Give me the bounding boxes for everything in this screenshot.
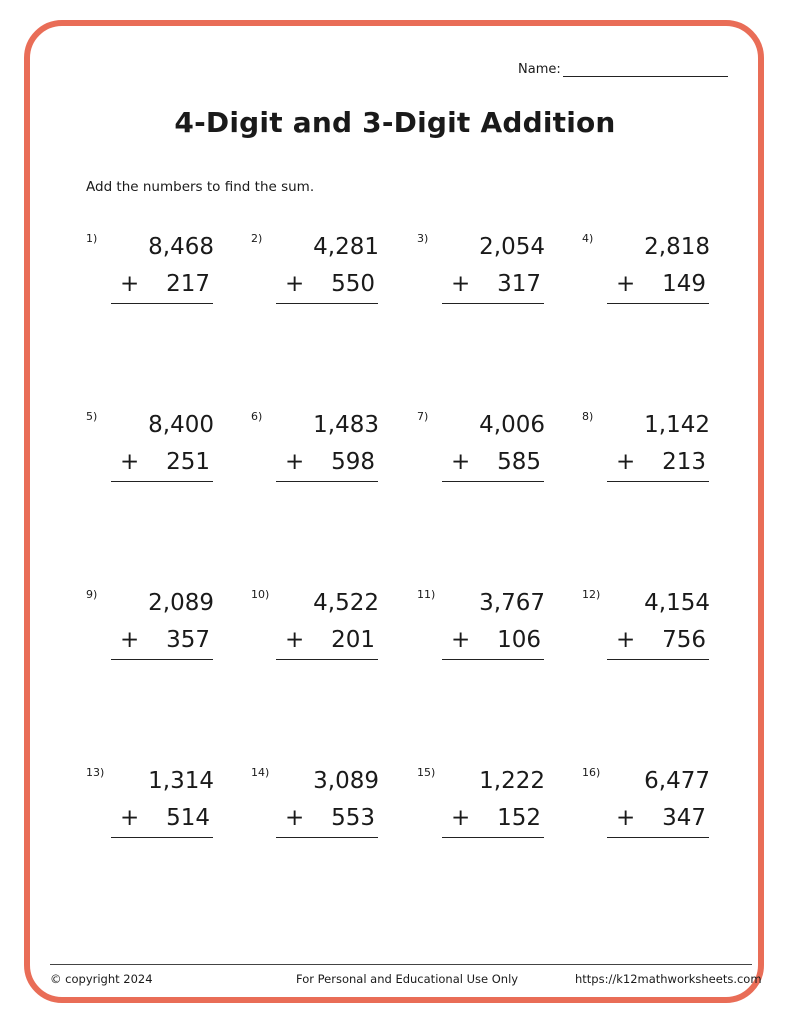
problem-number: 13) <box>86 766 105 779</box>
problem-6 <box>251 410 391 490</box>
answer-line[interactable] <box>607 627 709 660</box>
addend-top: 2,054 <box>479 234 545 260</box>
problem-number: 4) <box>582 232 594 245</box>
addend-top: 2,818 <box>644 234 710 260</box>
footer-website: https://k12mathworksheets.com <box>575 972 762 986</box>
answer-line[interactable] <box>111 805 213 838</box>
plus-sign: + <box>120 805 140 831</box>
addend-bottom: 217 <box>166 271 210 297</box>
addend-top: 8,400 <box>148 412 214 438</box>
answer-line[interactable] <box>276 271 378 304</box>
answer-line[interactable] <box>111 271 213 304</box>
plus-sign: + <box>451 805 471 831</box>
footer-usage-note: For Personal and Educational Use Only <box>296 972 519 986</box>
page-border <box>24 20 764 1003</box>
problem-number: 16) <box>582 766 601 779</box>
problem-number: 6) <box>251 410 263 423</box>
problem-number: 5) <box>86 410 98 423</box>
addend-bottom: 152 <box>497 805 541 831</box>
problem-5 <box>86 410 226 490</box>
worksheet-title: 4-Digit and 3-Digit Addition <box>174 106 616 139</box>
instructions: Add the numbers to find the sum. <box>86 179 315 195</box>
problem-number: 3) <box>417 232 429 245</box>
addend-bottom: 347 <box>662 805 706 831</box>
plus-sign: + <box>120 449 140 475</box>
plus-sign: + <box>451 449 471 475</box>
problem-number: 7) <box>417 410 429 423</box>
footer-divider <box>50 964 752 965</box>
answer-line[interactable] <box>276 449 378 482</box>
problem-number: 14) <box>251 766 270 779</box>
plus-sign: + <box>285 805 305 831</box>
problem-16 <box>582 766 722 846</box>
addend-bottom: 251 <box>166 449 210 475</box>
plus-sign: + <box>285 627 305 653</box>
addend-bottom: 553 <box>331 805 375 831</box>
addend-bottom: 514 <box>166 805 210 831</box>
answer-line[interactable] <box>442 271 544 304</box>
addend-bottom: 756 <box>662 627 706 653</box>
addend-top: 1,222 <box>479 768 545 794</box>
answer-line[interactable] <box>276 627 378 660</box>
footer-copyright: © copyright 2024 <box>50 972 153 986</box>
plus-sign: + <box>120 627 140 653</box>
problem-number: 12) <box>582 588 601 601</box>
addend-bottom: 598 <box>331 449 375 475</box>
addend-bottom: 357 <box>166 627 210 653</box>
problem-number: 15) <box>417 766 436 779</box>
plus-sign: + <box>616 805 636 831</box>
problem-13 <box>86 766 226 846</box>
name-field <box>518 62 728 77</box>
answer-line[interactable] <box>607 271 709 304</box>
plus-sign: + <box>616 449 636 475</box>
problem-8 <box>582 410 722 490</box>
problem-number: 9) <box>86 588 98 601</box>
addend-top: 3,089 <box>313 768 379 794</box>
addend-bottom: 106 <box>497 627 541 653</box>
answer-line[interactable] <box>276 805 378 838</box>
addend-top: 4,154 <box>644 590 710 616</box>
answer-line[interactable] <box>111 449 213 482</box>
addend-top: 1,483 <box>313 412 379 438</box>
plus-sign: + <box>451 271 471 297</box>
addend-top: 4,281 <box>313 234 379 260</box>
problem-7 <box>417 410 557 490</box>
plus-sign: + <box>451 627 471 653</box>
addend-top: 1,314 <box>148 768 214 794</box>
answer-line[interactable] <box>442 627 544 660</box>
name-label: Name: <box>518 62 561 77</box>
problem-14 <box>251 766 391 846</box>
problem-1 <box>86 232 226 312</box>
addend-top: 1,142 <box>644 412 710 438</box>
problem-2 <box>251 232 391 312</box>
addend-top: 3,767 <box>479 590 545 616</box>
problem-number: 1) <box>86 232 98 245</box>
problem-12 <box>582 588 722 668</box>
plus-sign: + <box>285 449 305 475</box>
addend-top: 8,468 <box>148 234 214 260</box>
problem-number: 10) <box>251 588 270 601</box>
problem-number: 11) <box>417 588 436 601</box>
addend-bottom: 550 <box>331 271 375 297</box>
addend-top: 2,089 <box>148 590 214 616</box>
problem-15 <box>417 766 557 846</box>
plus-sign: + <box>285 271 305 297</box>
problem-4 <box>582 232 722 312</box>
problem-10 <box>251 588 391 668</box>
name-blank-line[interactable] <box>563 63 728 77</box>
answer-line[interactable] <box>442 805 544 838</box>
problem-9 <box>86 588 226 668</box>
plus-sign: + <box>616 271 636 297</box>
answer-line[interactable] <box>607 449 709 482</box>
answer-line[interactable] <box>442 449 544 482</box>
addend-bottom: 317 <box>497 271 541 297</box>
plus-sign: + <box>120 271 140 297</box>
addend-bottom: 201 <box>331 627 375 653</box>
answer-line[interactable] <box>111 627 213 660</box>
problem-11 <box>417 588 557 668</box>
addend-top: 6,477 <box>644 768 710 794</box>
addend-bottom: 585 <box>497 449 541 475</box>
problem-number: 8) <box>582 410 594 423</box>
plus-sign: + <box>616 627 636 653</box>
problem-3 <box>417 232 557 312</box>
addend-bottom: 149 <box>662 271 706 297</box>
problem-number: 2) <box>251 232 263 245</box>
answer-line[interactable] <box>607 805 709 838</box>
addend-top: 4,006 <box>479 412 545 438</box>
addend-bottom: 213 <box>662 449 706 475</box>
addend-top: 4,522 <box>313 590 379 616</box>
